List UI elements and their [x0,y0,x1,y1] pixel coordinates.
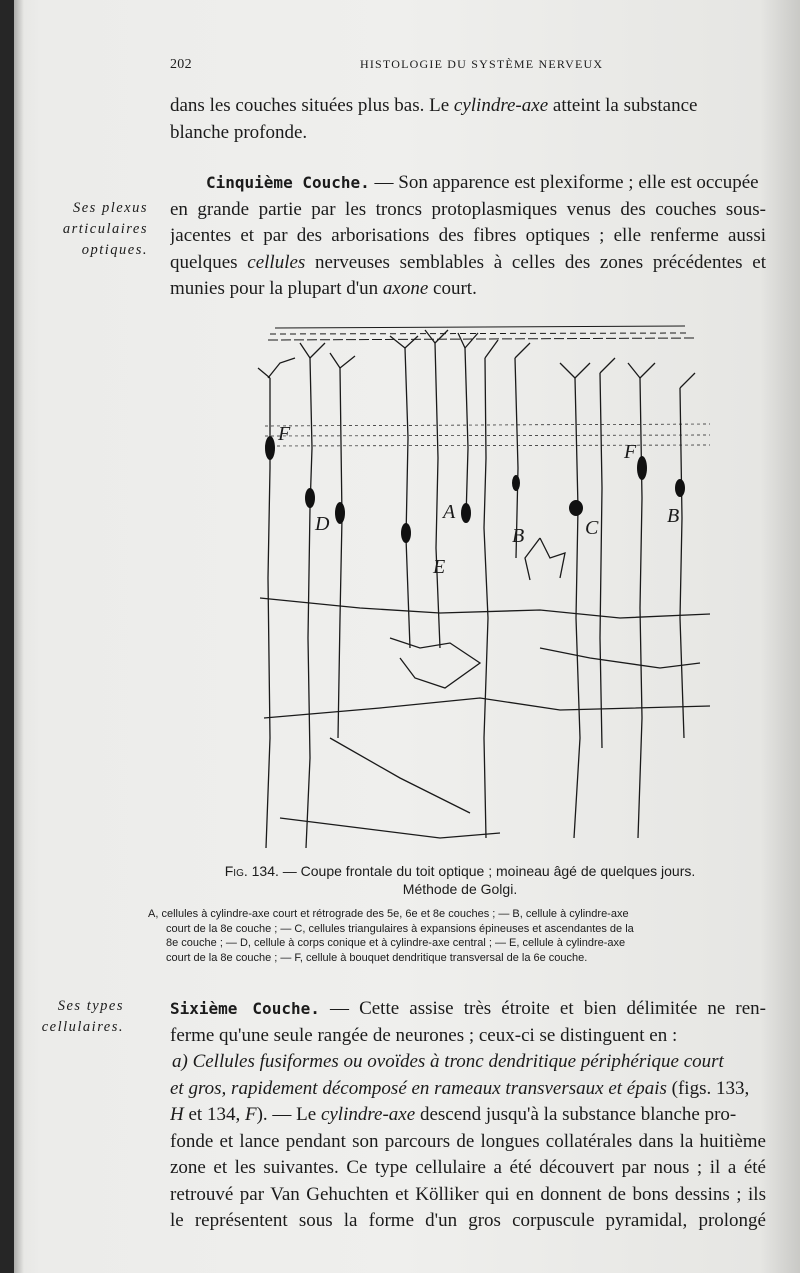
section-5-paragraph [170,170,766,303]
label-f-right: F [624,441,637,463]
figure-134-illustration [240,318,720,858]
caption-line-2: Méthode de Golgi. [402,881,518,897]
binding-shadow [14,0,24,1273]
figure-number: Fig. 134. [224,863,279,879]
intro-line-1: dans les couches situées plus bas. Le cylindre-axe atteint la substance [170,95,698,116]
label-b-right: B [667,505,680,527]
section-5-line-4: quelques cellules nerveuses semblables à celles des zones précédentes et [170,251,766,273]
legend-line-3: 8e couche ; — D, cellule à corps conique et à cylindre-axe central ; — E, cellule à cylindre-axe [166,937,626,949]
label-c: C [585,517,599,539]
section-6-line-2: ferme qu'une seule rangée de neurones ; ceux-ci se distinguent en : [170,1024,678,1046]
running-title: HISTOLOGIE DU SYSTÈME NERVEUX [360,57,604,71]
section-6-line-9: le représentent sous la forme d'un gros corpuscule pyramidal, prolongé [170,1210,766,1231]
section-6-line-4: et gros, rapidement décomposé en rameaux transversaux et épais (figs. 133, [170,1077,750,1099]
golgi-section-drawing [240,318,720,858]
label-f-left: F [278,423,291,445]
section-6-line-6: fonde et lance pendant son parcours de longues collatérales dans la huitième [170,1130,766,1152]
intro-line-2: blanche profonde. [170,121,308,143]
section-5-line-3: jacentes et par des arborisations des fibres optiques ; elle renferme aussi [170,225,766,246]
legend-line-1: A, cellules à cylindre-axe court et rétrograde des 5e, 6e et 8e couches ; — B, cellule à cylindre-axe [148,908,629,920]
label-d: D [315,513,330,535]
section-5-line-5: munies pour la plupart d'un axone court. [170,278,477,299]
caption-line-1: Fig. 134. — Coupe frontale du toit optique ; moineau âgé de quelques jours. [224,863,696,879]
section-6-line-7: zone et les suivantes. Ce type cellulaire a été découvert par nous ; il a été [170,1157,766,1178]
section-6-line-1: Sixième Couche. — Cette assise très étroite et bien délimitée ne ren- [170,998,766,1019]
label-e: E [433,556,446,578]
layer-lines [265,326,710,446]
neuron-processes [258,330,710,848]
section-6-line-8: retrouvé par Van Gehuchten et Kölliker qui en donnent de bons dessins ; ils [170,1183,766,1205]
label-a: A [443,501,456,523]
section-6-line-5: H et 134, F). — Le cylindre-axe descend jusqu'à la substance blanche pro- [170,1104,737,1125]
binding-edge [0,0,14,1273]
figure-labels [277,423,679,578]
section-6-paragraph [170,996,766,1235]
section-5-line-1: Cinquième Couche. — Son apparence est plexiforme ; elle est occupée [206,172,759,193]
section-5-heading: Cinquième Couche. [206,173,370,192]
section-5-line-2: en grande partie par les troncs protoplasmiques venus des couches sous- [170,198,766,220]
legend-line-2: court de la 8e couche ; — C, cellules triangulaires à expansions épineuses et ascendantes de la [166,922,634,935]
section-6-heading: Sixième Couche. [170,999,320,1018]
legend-line-4: court de la 8e couche ; — F, cellule à bouquet dendritique transversal de la 6e couche. [166,951,588,964]
label-b-center: B [512,525,525,547]
figure-caption [150,862,770,898]
page-number: 202 [170,57,192,72]
section-6-line-3: a) Cellules fusiformes ou ovoïdes à tronc dendritique périphérique court [172,1051,724,1072]
figure-legend [148,907,766,965]
margin-note-plexus: Ses plexus articulaires optiques. [62,200,148,258]
intro-paragraph [170,93,766,146]
margin-note-cell-types: Ses types cellulaires. [41,998,124,1035]
